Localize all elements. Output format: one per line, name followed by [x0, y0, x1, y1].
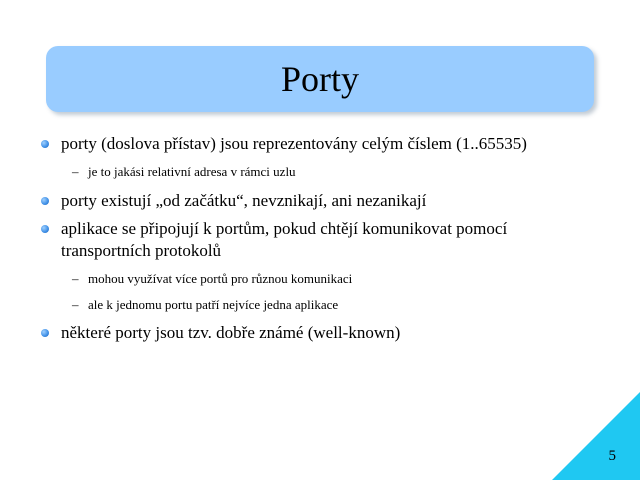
dash-icon: –: [72, 297, 79, 312]
corner-decoration: [552, 392, 640, 480]
bullet-icon: [41, 225, 49, 233]
bullet-item-4: některé porty jsou tzv. dobře známé (well-known): [61, 323, 401, 342]
bullet-icon: [41, 140, 49, 148]
bullet-icon: [41, 197, 49, 205]
dash-icon: –: [72, 271, 79, 286]
dash-icon: –: [72, 164, 79, 179]
bullet-item-2: porty existují „od začátku“, nevznikají, ani nezanikají: [61, 191, 427, 210]
sub-item-3-2: ale k jednomu portu patří nejvíce jedna aplikace: [88, 297, 339, 312]
sub-item-1-1: je to jakási relativní adresa v rámci uzlu: [88, 164, 296, 179]
bullet-item-1: porty (doslova přístav) jsou reprezentovány celým číslem (1..65535): [61, 134, 527, 153]
bullet-icon: [41, 329, 49, 337]
slide-title: Porty: [280, 59, 359, 99]
bullet-item-3-line-1: aplikace se připojují k portům, pokud chtějí komunikovat pomocí: [61, 219, 508, 238]
sub-item-3-1: mohou využívat více portů pro různou komunikaci: [88, 271, 353, 286]
page-number: 5: [608, 448, 616, 464]
bullet-item-3-line-2: transportních protokolů: [61, 241, 222, 260]
